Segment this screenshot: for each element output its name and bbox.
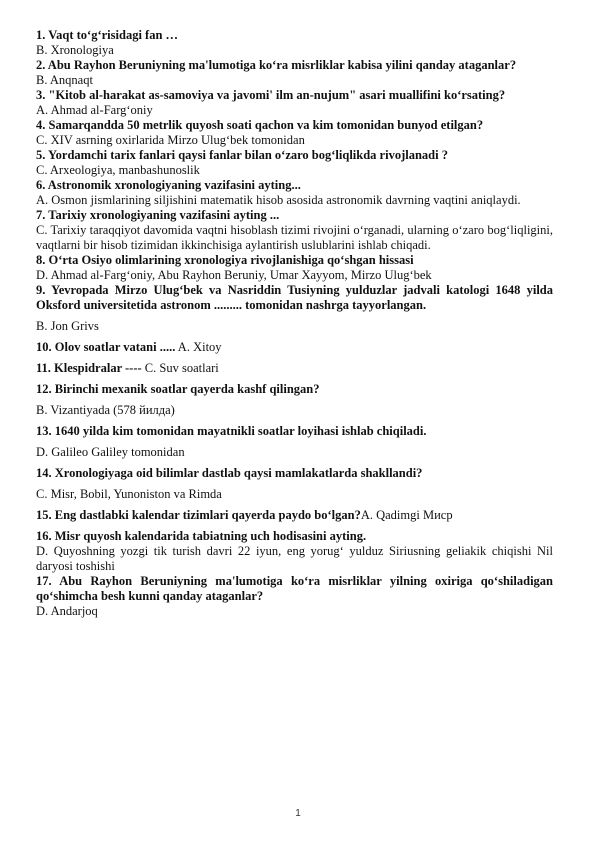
question-11: 11. Klespidralar ---- — [36, 361, 142, 375]
answer-15: A. Qadimgi Миср — [360, 508, 453, 522]
answer-10: A. Xitoy — [175, 340, 222, 354]
document-page — [36, 28, 553, 619]
answer-13: D. Galileo Galiley tomonidan — [36, 445, 185, 459]
question-5: 5. Yordamchi tarix fanlari qaysi fanlar bilan o‘zaro bog‘liqlikda rivojlanadi ? — [36, 148, 448, 162]
answer-12: B. Vizantiyada (578 йилда) — [36, 403, 175, 417]
answer-9: B. Jon Grivs — [36, 319, 99, 333]
answer-8: D. Ahmad al-Farg‘oniy, Abu Rayhon Beruniy, Umar Xayyom, Mirzo Ulug‘bek — [36, 268, 432, 282]
answer-2: B. Anqnaqt — [36, 73, 93, 87]
question-3: 3. "Kitob al-harakat as-samoviya va javomi' ilm an-nujum" asari muallifini ko‘rsating? — [36, 88, 506, 102]
question-12: 12. Birinchi mexanik soatlar qayerda kashf qilingan? — [36, 382, 320, 396]
answer-5: C. Arxeologiya, manbashunoslik — [36, 163, 200, 177]
question-11-line — [36, 361, 553, 376]
question-17: 17. Abu Rayhon Beruniyning ma'lumotiga ko‘ra misrliklar yilning oxiriga qo‘shiladigan qo‘shimcha besh kunni qanday ataganlar? — [36, 574, 553, 603]
question-15: 15. Eng dastlabki kalendar tizimlari qayerda paydo bo‘lgan? — [36, 508, 361, 522]
question-4: 4. Samarqandda 50 metrlik quyosh soati qachon va kim tomonidan bunyod etilgan? — [36, 118, 484, 132]
question-16: 16. Misr quyosh kalendarida tabiatning uch hodisasini ayting. — [36, 529, 367, 543]
question-6: 6. Astronomik xronologiyaning vazifasini ayting... — [36, 178, 301, 192]
question-10: 10. Olov soatlar vatani ..... — [36, 340, 176, 354]
answer-14: C. Misr, Bobil, Yunoniston va Rimda — [36, 487, 222, 501]
answer-7: C. Tarixiy taraqqiyot davomida vaqtni hisoblash tizimi rivojini o‘rganadi, ularning o‘zaro bog‘liqligini, vaqtlarni bir hisob tizimidan ikkinchisiga aylantirish uslublarini ishlab chiqadi. — [36, 223, 553, 252]
answer-11: C. Suv soatlari — [141, 361, 219, 375]
question-7: 7. Tarixiy xronologiyaning vazifasini ayting ... — [36, 208, 280, 222]
answer-16: D. Quyoshning yozgi tik turish davri 22 iyun, eng yorug‘ yulduz Siriusning geliakik chiqishi Nil daryosi toshishi — [36, 544, 553, 573]
answer-4: C. XIV asrning oxirlarida Mirzo Ulug‘bek tomonidan — [36, 133, 305, 147]
question-1: 1. Vaqt to‘g‘risidagi fan … — [36, 28, 179, 42]
answer-1: B. Xronologiya — [36, 43, 114, 57]
answer-6: A. Osmon jismlarining siljishini matematik hisob asosida astronomik davrning vaqtini aniqlaydi. — [36, 193, 521, 207]
question-14: 14. Xronologiyaga oid bilimlar dastlab qaysi mamlakatlarda shakllandi? — [36, 466, 423, 480]
question-10-line — [36, 340, 553, 355]
question-13: 13. 1640 yilda kim tomonidan mayatnikli soatlar loyihasi ishlab chiqiladi. — [36, 424, 427, 438]
question-8: 8. O‘rta Osiyo olimlarining xronologiya rivojlanishiga qo‘shgan hissasi — [36, 253, 414, 267]
question-15-line — [36, 508, 553, 523]
question-9: 9. Yevropada Mirzo Ulug‘bek va Nasriddin Tusiyning yulduzlar jadvali katologi 1648 yilda Oksford universitetida astronom ......... tomonidan nashrga tayyorlangan. — [36, 283, 553, 312]
answer-3: A. Ahmad al-Farg‘oniy — [36, 103, 153, 117]
question-2: 2. Abu Rayhon Beruniyning ma'lumotiga ko‘ra misrliklar kabisa yilini qanday ataganlar? — [36, 58, 517, 72]
answer-17: D. Andarjoq — [36, 604, 98, 618]
page-number: 1 — [295, 808, 301, 819]
